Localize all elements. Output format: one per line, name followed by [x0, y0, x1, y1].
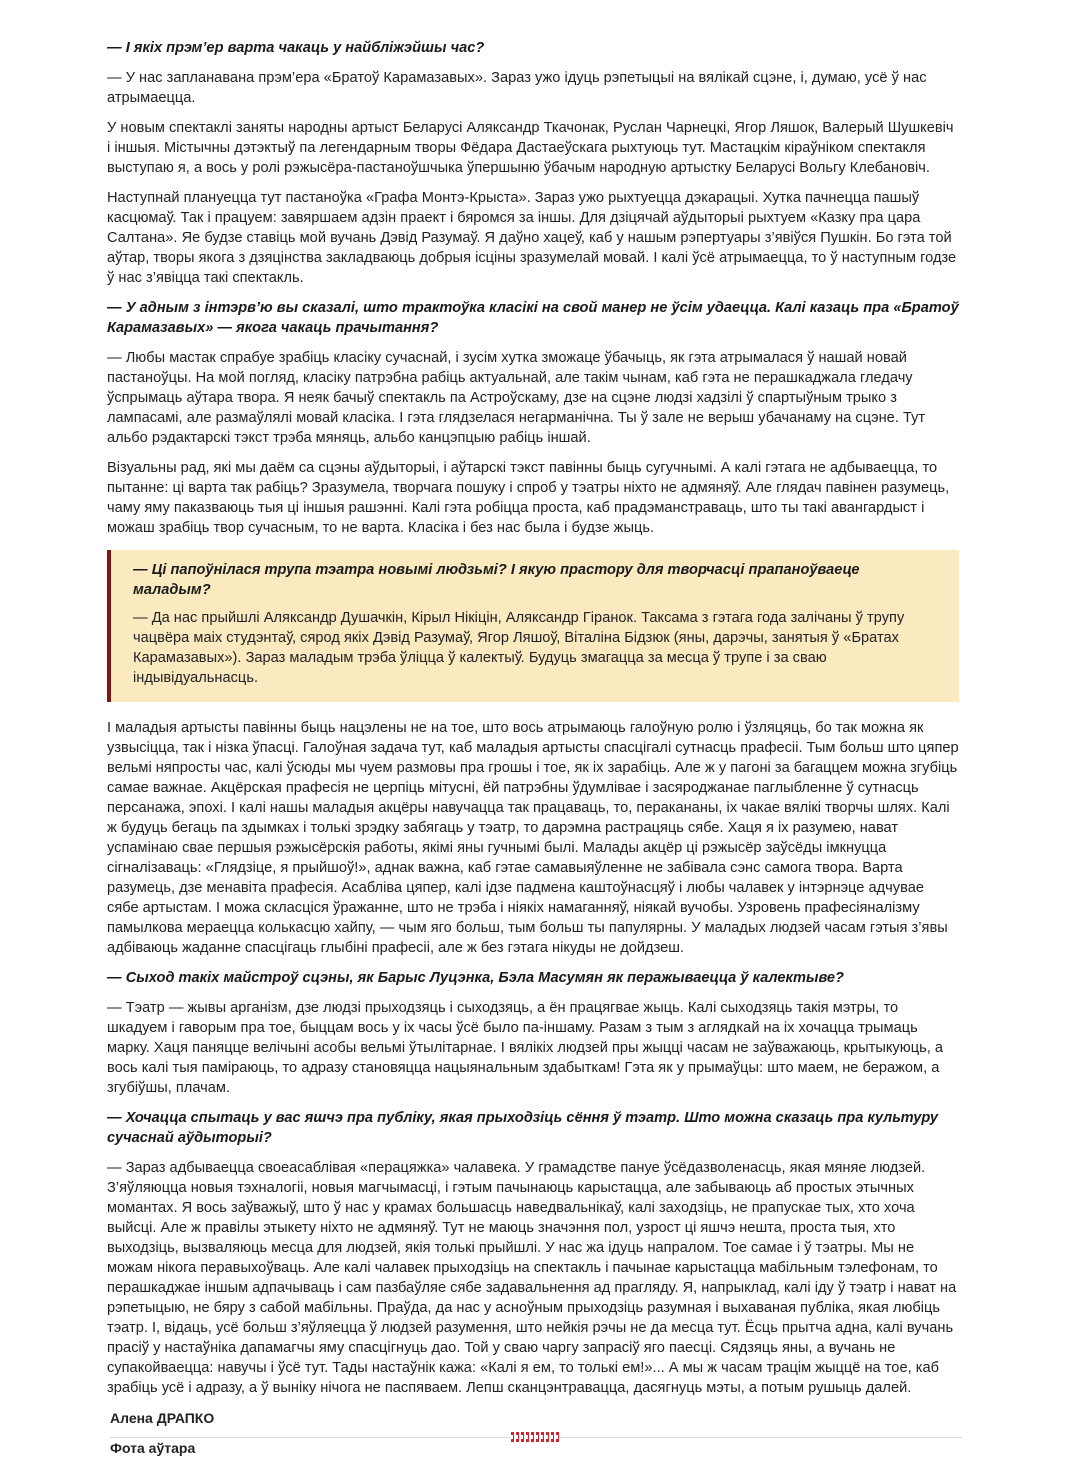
interview-answer: У новым спектаклі заняты народны артыст Беларусі Аляксандр Ткачонак, Руслан Чарнецкі, Ягор Ляшок, Валерый Шушкевіч і іншыя. Містычны дэтэктыў па легендарным творы Фёдара Дастаеўскага рыхтуюць тут. Мастацкім кіраўніком спектакля выступаю я, а вось у ролі рэжысёра-пастаноўшчыка ўпершыню ўбачым народную артыстку Беларусі Вольгу Клебановіч. — [107, 120, 954, 176]
interview-answer: І маладыя артысты павінны быць нацэлены не на тое, што вось атрымаюць галоўную ролю і ўзляцяць, бо так можна як узвысіцца, так і нізка ўпасці. Галоўная задача тут, каб маладыя артысты спасцігалі сутнасць прафесіі. Тым больш што цяпер вельмі няпросты час, калі ўсюды мы чуем размовы пра грошы і тое, як іх зарабіць. Але ж у пагоні за багаццем можна згубіць самае важнае. Акцёрская прафесія не церпіць мітусні, ёй патрэбны ўдумлівае і засяроджанае паглыбленне ў сутнасць персанажа, эпохі. І калі нашы маладыя акцёры навучацца так працаваць, то, перакананы, іх чакае вялікі творчы шлях. Калі ж будуць бегаць па здымках і толькі зрэдку забягаць у тэатр, то дарэмна растрацяць сябе. Хаця я іх разумею, нават успамінаю свае першыя рэжысёрскія работы, якімі яны гучнымі былі. Малады акцёр ці рэжысёр заўсёды імкнуцца сігналізаваць: «Глядзіце, я прыйшоў!», аднак важна, каб гэтае самавыяўленне не забівала сэнс самога твора. Варта разумець, дзе менавіта прафесія. Асабліва цяпер, калі ідзе падмена каштоўнасцяў і любы чалавек у інтэрнэце адчувае сябе артыстам. І можа скласціся ўражанне, што не трэба і ніякіх намаганняў, ніякай вучобы. Узровень прафесіяналізму памылкова мераецца колькасцю хайпу, — чым яго больш, тым больш ты папулярны. У маладых людзей часам гэтыя з’явы адбіваюць жаданне спасцігаць глыбіні прафесіі, але ж без гэтага нікуды не дойдзеш. — [107, 720, 959, 956]
interview-answer: — Зараз адбываецца своеасаблівая «перацяжка» чалавека. У грамадстве пануе ўсёдазволенасць, якая мяняе людзей. З’яўляюцца новыя тэхналогіі, новыя магчымасці, і гэтым пачынаюць карыстацца, але забываюць аб простых этычных момантах. Я вось заўважыў, што ў нас у крамах большасць наведвальнікаў, калі заходзіць, не прапускае тых, хто хоча выйсці. Але ж правілы этыкету ніхто не адмяняў. Тут не маюць значэння пол, узрост ці яшчэ нешта, проста тыя, хто выходзіць, вызваляюць месца для людзей, якія толькі прыйшлі. У нас жа ідуць напралом. Тое самае і ў тэатры. Мы не можам нікога перавыхоўваць. Але калі чалавек прыходзіць на спектакль і пачынае карыстацца мабільным тэлефонам, то перашкаджае іншым адпачываць і сам пазбаўляе сябе задавальнення ад прагляду. Я, напрыклад, калі іду ў тэатр і нават на рэпетыцыю, не бяру з сабой мабільны. Праўда, да нас у асноўным прыходзіць разумная і выхаваная публіка, якая любіць тэатр. І, відаць, усё больш з’яўляецца ў людзей разумення, што нейкія рэчы не да месца тут. Ёсць прытча адна, калі вучань прасіў у настаўніка дапамагчы яму спасцігнуць дао. Той у сваю чаргу запрасіў яго паесці. Сядзяць яны, а вучань не супакойваецца: навучы і ўсё тут. Тады настаўнік кажа: «Калі я ем, то толькі ем!»... А мы ж часам трацім жыццё на тое, каб зрабіць усё і адразу, а ў выніку нічога не паспяваем. Лепш сканцэнтравацца, дасягнуць мэты, а потым рушыць далей. — [107, 1160, 957, 1396]
interview-question: — Хочацца спытаць у вас яшчэ пра публіку, якая прыходзіць сёння ў тэатр. Што можна сказаць пра культуру сучаснай аўдыторыі? — [107, 1110, 939, 1146]
interview-answer: Наступнай плануецца тут пастаноўка «Графа Монтэ-Крыста». Зараз ужо рыхтуецца дэкарацыі. Хутка пачнецца пашыў касцюмаў. Так і працуем: завяршаем адзін праект і бяромся за іншы. Для дзіцячай аўдыторыі рыхтуем «Казку пра цара Салтана». Яе будзе ставіць мой вучань Дэвід Разумаў. Я даўно хацеў, каб у нашым рэпертуары з’явіўся Пушкін. Бо гэта той аўтар, творы якога з дзяцінства закладваюць добрыя ісціны зразумелай мовай. І калі ўсё атрымаецца, то ў наступным годзе ў нас з’явіцца такі спектакль. — [107, 190, 957, 286]
highlighted-interview-callout — [107, 550, 959, 702]
ornament-divider-icon — [511, 1432, 561, 1442]
interview-answer: Візуальны рад, які мы даём са сцэны аўдыторыі, і аўтарскі тэкст павінны быць сугучнымі. А калі гэтага не адбываецца, то пытанне: ці варта так рабіць? Зразумела, творчага пошуку і спроб у тэатры ніхто не адмяняў. Але глядач павінен разумець, чаму яму паказваюць тыя ці іншыя рашэнні. Калі гэта робіцца проста, каб прадэманстраваць, што ты такі авангардыст і можаш зрабіць твор сучасным, то не варта. Класіка і без нас была і будзе жыць. — [107, 460, 950, 536]
interview-answer: — Да нас прыйшлі Аляксандр Душачкін, Кірыл Нікіцін, Аляксандр Гіранок. Таксама з гэтага года залічаны ў трупу чацвёра маіх студэнтаў, сярод якіх Дэвід Разумаў, Ягор Ляшоў, Віталіна Бідзюк (яны, дарэчы, занятыя ў «Братах Карамазавых»). Зараз маладым трэба ўліцца ў калектыў. Будуць змагацца за месца ў трупе і за сваю індывідуальнасць. — [133, 610, 905, 686]
photo-credit: Фота аўтара — [110, 1440, 196, 1456]
interview-answer: — У нас запланавана прэм’ера «Братоў Карамазавых». Зараз ужо ідуць рэпетыцыі на вялікай сцэне, і, думаю, усё ў нас атрымаецца. — [107, 70, 927, 106]
interview-question: — Ці папоўнілася трупа тэатра новымі людзьмі? І якую прастору для творчасці прапаноўваеце маладым? — [133, 562, 860, 598]
article-body — [107, 38, 959, 1468]
article-section-2 — [107, 718, 959, 1398]
interview-question: — Сыход такіх майстроў сцэны, як Барыс Луцэнка, Бэла Масумян як перажываецца ў калектыве? — [107, 970, 844, 986]
interview-question: — І якіх прэм’ер варта чакаць у найбліжэйшы час? — [107, 40, 485, 56]
author-name: Алена ДРАПКО — [110, 1410, 215, 1426]
interview-question: — У адным з інтэрв’ю вы сказалі, што трактоўка класікі на свой манер не ўсім удаецца. Калі казаць пра «Братоў Карамазавых» — якога чакаць прачытання? — [107, 300, 959, 336]
article-section-1 — [107, 38, 959, 538]
interview-answer: — Любы мастак спрабуе зрабіць класіку сучаснай, і зусім хутка зможаце ўбачыць, як гэта атрымалася ў нашай новай пастаноўцы. На мой погляд, класіку патрэбна рабіць актуальнай, але такім чынам, каб гэта не перашкаджала гледачу ўспрымаць аўтара твора. Я неяк бачыў спектакль па Астроўскаму, дзе на сцэне людзі хадзілі ў спартыўным трыко з лампасамі, але размаўлялі мовай класіка. І гэта глядзелася негарманічна. Ты ў зале не верыш убачанаму на сцэне. Тут альбо рэдактарскі тэкст трэба мяняць, альбо канцэпцыю рабіць іншай. — [107, 350, 926, 446]
interview-answer: — Тэатр — жывы арганізм, дзе людзі прыходзяць і сыходзяць, а ён працягвае жыць. Калі сыходзяць такія мэтры, то шкадуем і гаворым пра тое, быццам вось у іх часы ўсё было па-іншаму. Разам з тым з аглядкай на іх хочацца трымаць марку. Хаця паняцце велічыні асобы вельмі ўтылітарнае. І вялікіх людзей пры жыцці часам не заўважаюць, крытыкуюць, а вось калі тыя паміраюць, то адразу становяцца нацыянальным здабыткам! Гэта як у прымаўцы: што маем, не беражом, а згубіўшы, плачам. — [107, 1000, 943, 1096]
